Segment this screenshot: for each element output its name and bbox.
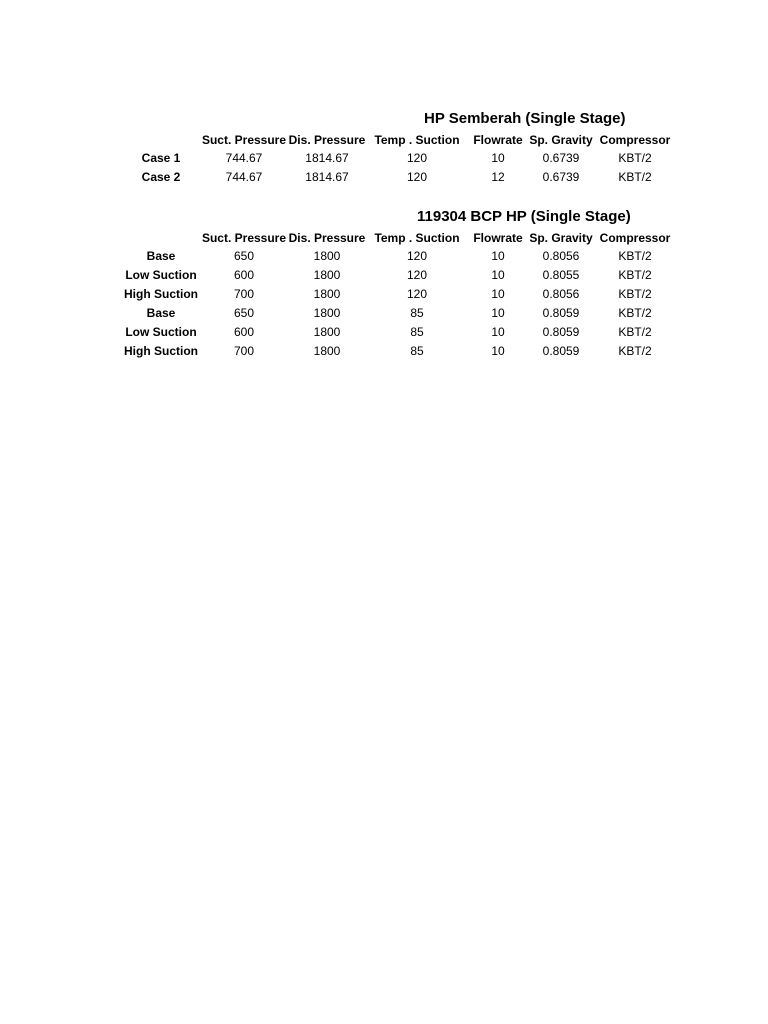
- cell-compressor: KBT/2: [618, 287, 652, 301]
- cell-suct-pressure: 650: [233, 306, 255, 320]
- cell-flowrate: 10: [491, 344, 505, 358]
- cell-flowrate: 10: [491, 151, 505, 165]
- cell-flowrate: 10: [491, 325, 505, 339]
- cell-compressor: KBT/2: [618, 249, 652, 263]
- row-label: High Suction: [124, 344, 198, 358]
- column-header-sp-gravity: Sp. Gravity: [529, 133, 593, 147]
- column-header-flowrate: Flowrate: [473, 133, 523, 147]
- column-header-suct-pressure: Suct. Pressure: [201, 231, 287, 245]
- cell-sp-gravity: 0.8055: [542, 268, 580, 282]
- cell-dis-pressure: 1800: [313, 306, 341, 320]
- cell-sp-gravity: 0.8056: [542, 287, 580, 301]
- cell-suct-pressure: 600: [233, 268, 255, 282]
- table-header-row: [0, 131, 768, 150]
- cell-suct-pressure: 744.67: [225, 151, 263, 165]
- cell-dis-pressure: 1800: [313, 287, 341, 301]
- table-row: [0, 323, 768, 342]
- cell-sp-gravity: 0.6739: [542, 170, 580, 184]
- cell-dis-pressure: 1800: [313, 344, 341, 358]
- row-label: Base: [146, 306, 176, 320]
- table-row: [0, 304, 768, 323]
- cell-sp-gravity: 0.8056: [542, 249, 580, 263]
- table-row: [0, 285, 768, 304]
- table-row: [0, 149, 768, 168]
- cell-temp-suction: 85: [410, 344, 424, 358]
- cell-compressor: KBT/2: [618, 170, 652, 184]
- section-title: 119304 BCP HP (Single Stage): [417, 208, 631, 225]
- cell-temp-suction: 120: [406, 151, 428, 165]
- row-label: Low Suction: [125, 325, 197, 339]
- cell-temp-suction: 120: [406, 249, 428, 263]
- cell-compressor: KBT/2: [618, 344, 652, 358]
- column-header-compressor: Compressor: [599, 231, 671, 245]
- row-label: High Suction: [124, 287, 198, 301]
- column-header-flowrate: Flowrate: [473, 231, 523, 245]
- cell-dis-pressure: 1800: [313, 268, 341, 282]
- table-row: [0, 342, 768, 361]
- cell-flowrate: 12: [491, 170, 505, 184]
- table-row: [0, 266, 768, 285]
- cell-dis-pressure: 1800: [313, 249, 341, 263]
- table-row: [0, 168, 768, 187]
- cell-temp-suction: 85: [410, 325, 424, 339]
- row-label: Case 1: [141, 151, 181, 165]
- cell-suct-pressure: 700: [233, 287, 255, 301]
- cell-flowrate: 10: [491, 249, 505, 263]
- cell-dis-pressure: 1800: [313, 325, 341, 339]
- cell-suct-pressure: 700: [233, 344, 255, 358]
- cell-compressor: KBT/2: [618, 151, 652, 165]
- row-label: Base: [146, 249, 176, 263]
- cell-flowrate: 10: [491, 268, 505, 282]
- cell-sp-gravity: 0.8059: [542, 306, 580, 320]
- cell-sp-gravity: 0.8059: [542, 325, 580, 339]
- column-header-compressor: Compressor: [599, 133, 671, 147]
- cell-sp-gravity: 0.6739: [542, 151, 580, 165]
- column-header-sp-gravity: Sp. Gravity: [529, 231, 593, 245]
- column-header-dis-pressure: Dis. Pressure: [288, 133, 366, 147]
- column-header-suct-pressure: Suct. Pressure: [201, 133, 287, 147]
- cell-temp-suction: 120: [406, 287, 428, 301]
- cell-dis-pressure: 1814.67: [305, 170, 349, 184]
- cell-temp-suction: 120: [406, 268, 428, 282]
- cell-suct-pressure: 600: [233, 325, 255, 339]
- table-header-row: [0, 229, 768, 248]
- cell-compressor: KBT/2: [618, 268, 652, 282]
- table-row: [0, 247, 768, 266]
- column-header-temp-suction: Temp . Suction: [374, 133, 460, 147]
- cell-suct-pressure: 744.67: [225, 170, 263, 184]
- cell-suct-pressure: 650: [233, 249, 255, 263]
- cell-temp-suction: 85: [410, 306, 424, 320]
- cell-temp-suction: 120: [406, 170, 428, 184]
- row-label: Case 2: [141, 170, 181, 184]
- cell-flowrate: 10: [491, 287, 505, 301]
- section-title: HP Semberah (Single Stage): [424, 110, 626, 127]
- column-header-temp-suction: Temp . Suction: [374, 231, 460, 245]
- cell-sp-gravity: 0.8059: [542, 344, 580, 358]
- column-header-dis-pressure: Dis. Pressure: [288, 231, 366, 245]
- cell-flowrate: 10: [491, 306, 505, 320]
- cell-compressor: KBT/2: [618, 306, 652, 320]
- row-label: Low Suction: [125, 268, 197, 282]
- cell-compressor: KBT/2: [618, 325, 652, 339]
- cell-dis-pressure: 1814.67: [305, 151, 349, 165]
